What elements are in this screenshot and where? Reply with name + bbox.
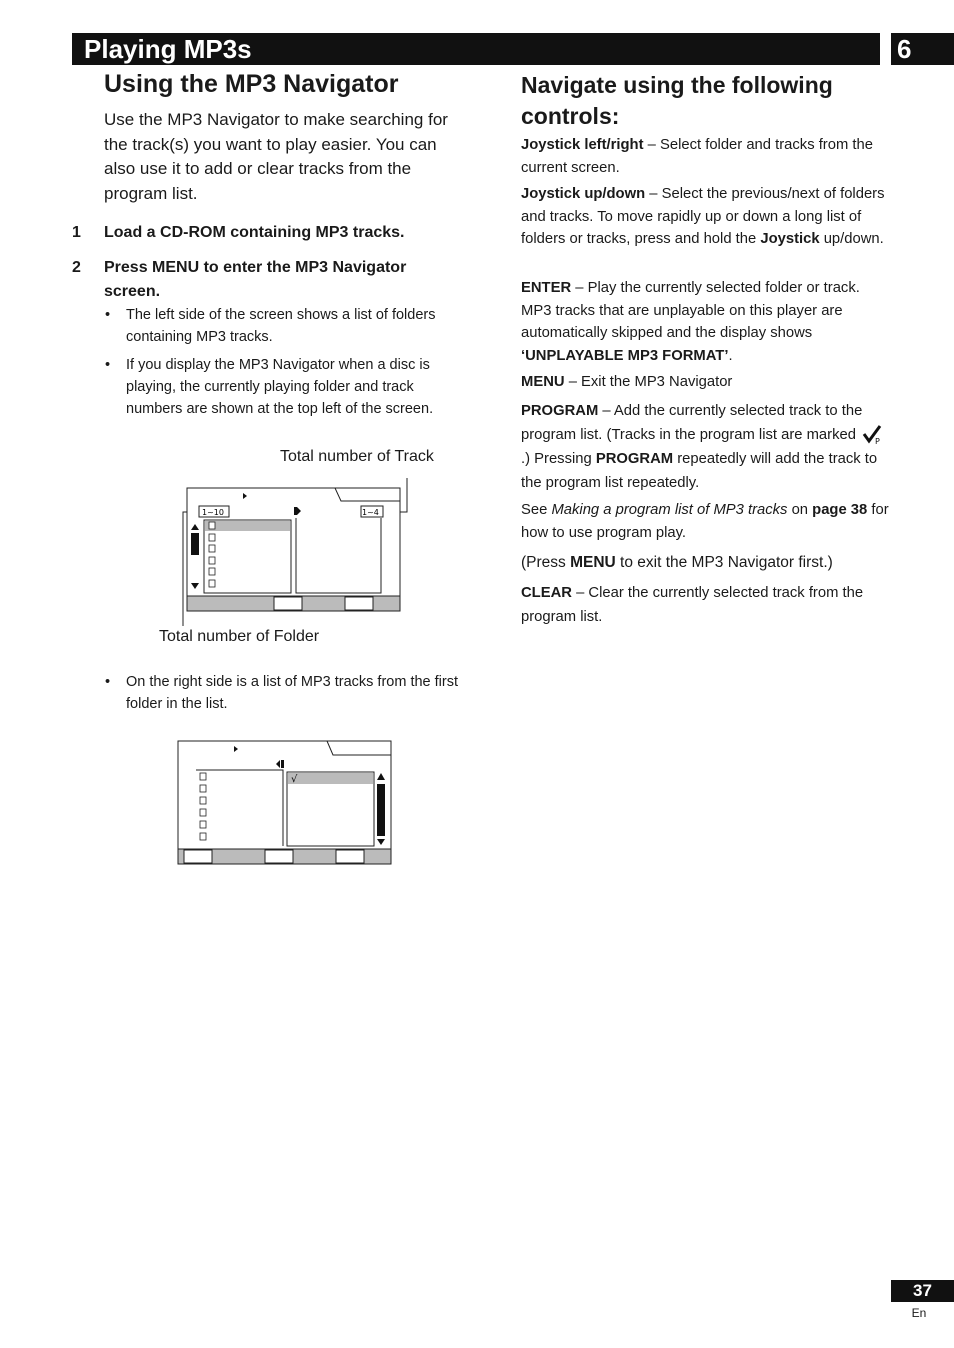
joystick-lr-paragraph: Joystick left/right – Select folder and tracks from the current screen.: [521, 137, 873, 176]
bullet-text: The left side of the screen shows a list of folders containing MP3 tracks.: [126, 307, 436, 345]
caption-total-tracks: Total number of Track: [280, 448, 434, 465]
enter-paragraph: ENTER – Play the currently selected folder or track. MP3 tracks that are unplayable on this player are automatically skipped and the display shows ‘UNPLAYABLE MP3 FORMAT’.: [521, 280, 860, 364]
key-label: MENU: [521, 374, 565, 390]
menu-paragraph: MENU – Exit the MP3 Navigator: [521, 374, 733, 390]
step-1: [72, 221, 472, 245]
bullet-item: • The left side of the screen shows a list of folders containing MP3 tracks.: [105, 304, 465, 348]
key-label: CLEAR: [521, 585, 572, 601]
step-number: 1: [72, 224, 81, 241]
caption-total-folders: Total number of Folder: [159, 628, 320, 645]
key-label: ENTER: [521, 280, 572, 296]
bullet-text: If you display the MP3 Navigator when a disc is playing, the currently playing folder and track numbers are shown at the top left of the screen.: [126, 357, 434, 417]
step-text: Press MENU to enter the MP3 Navigator screen.: [104, 259, 407, 300]
joystick-ud-paragraph: Joystick up/down – Select the previous/next of folders and tracks. To move rapidly up or down a long list of folders or tracks, press and hold the Joystick up/down.: [521, 186, 885, 247]
page-title: Using the MP3 Navigator: [104, 70, 399, 98]
navigator-screen-figure-1: [175, 470, 415, 630]
key-label: Joystick left/right: [521, 137, 644, 153]
folder-range-label: 1~10: [202, 508, 224, 517]
see-paragraph: See Making a program list of MP3 tracks on page 38 for how to use program play.: [521, 502, 889, 541]
step-text: Load a CD-ROM containing MP3 tracks.: [104, 224, 405, 241]
clear-paragraph: CLEAR – Clear the currently selected track from the program list.: [521, 585, 864, 625]
step-number: 2: [72, 259, 81, 276]
language-label: En: [911, 1306, 927, 1320]
bullet-text: On the right side is a list of MP3 tracks from the first folder in the list.: [126, 674, 458, 712]
program-mark-icon: [860, 423, 884, 445]
page-number: 37: [891, 1280, 954, 1302]
step-2: [72, 256, 472, 304]
controls-heading: Navigate using the following controls:: [521, 72, 833, 129]
navigator-screen-figure-2: [177, 740, 393, 866]
program-paragraph: PROGRAM – Add the currently selected track to the program list. (Tracks in the program list are marked P .) Pressing PROGRAM repeatedly will add the track to the program list repeatedly.: [521, 399, 891, 495]
bullet-item: • If you display the MP3 Navigator when a disc is playing, the currently playing folder and track numbers are shown at the top left of the screen.: [105, 354, 465, 420]
track-range-label: 1~4: [362, 508, 379, 517]
chapter-number: 6: [891, 33, 954, 65]
key-label: Joystick up/down: [521, 186, 646, 202]
section-title: Playing MP3s: [84, 34, 252, 64]
press-menu-note: (Press MENU to exit the MP3 Navigator first.): [521, 554, 833, 571]
svg-text:P: P: [875, 437, 880, 445]
program-check-mark: √: [291, 774, 298, 785]
page-reference: page 38: [812, 502, 868, 518]
key-label: PROGRAM: [521, 403, 599, 419]
intro-paragraph: Use the MP3 Navigator to make searching for the track(s) you want to play easier. You can also use it to add or clear tracks from the program list.: [104, 110, 448, 203]
bullet-item: • On the right side is a list of MP3 tracks from the first folder in the list.: [105, 671, 465, 719]
